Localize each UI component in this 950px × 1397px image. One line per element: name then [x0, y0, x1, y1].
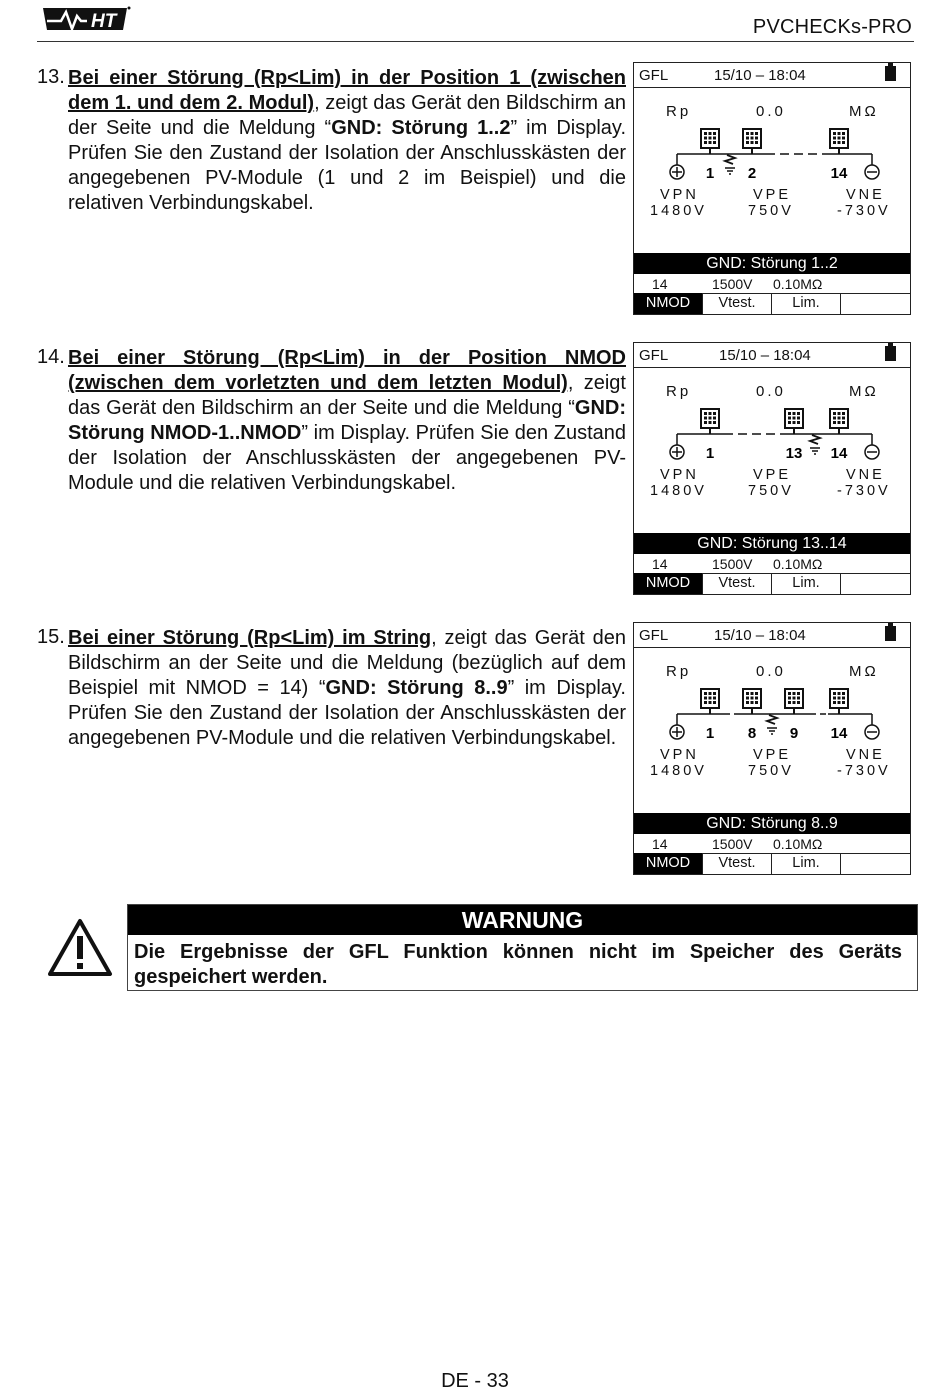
screen-datetime: 15/10 – 18:04	[714, 627, 806, 644]
pv-module-icon	[743, 129, 761, 154]
screen-mode: GFL	[639, 67, 669, 84]
softkey-lim[interactable]: Lim.	[772, 293, 841, 314]
negative-terminal-icon	[865, 725, 879, 739]
softkey-vtest[interactable]: Vtest.	[703, 853, 772, 874]
section-text: Bei einer Störung (Rp<Lim) im String, zeigt das Gerät den Bildschirm an der Seite und die Meldung (bezüglich auf dem Beispiel mit NMOD = 14) “GND: Störung 8..9” im Display. Prüfen Sie den Zustand der Isolation der Anschlusskästen der angegebenen PV-Module und die relativen Verbindungskabel.	[68, 627, 626, 749]
module-label: 1	[705, 165, 715, 181]
softkey-nmod[interactable]: NMOD	[634, 853, 703, 874]
screen-topbar	[634, 343, 910, 368]
rp-unit: MΩ	[849, 103, 879, 120]
vpe-value: 750V	[748, 763, 794, 779]
screen-mode: GFL	[639, 347, 669, 364]
vpn-label: VPN	[660, 747, 699, 763]
rp-label: Rp	[666, 383, 692, 400]
warning-text: Die Ergebnisse der GFL Funktion können nicht im Speicher des Geräts gespeichert werden.	[134, 941, 902, 988]
negative-terminal-icon	[865, 445, 879, 459]
lim-value: 0.10MΩ	[773, 276, 823, 292]
vtest-value: 1500V	[712, 836, 753, 852]
instrument-screen	[633, 622, 911, 875]
softkey-vtest[interactable]: Vtest.	[703, 573, 772, 594]
lim-value: 0.10MΩ	[773, 836, 823, 852]
vpn-value: 1480V	[650, 483, 707, 499]
rp-label: Rp	[666, 103, 692, 120]
screen-topbar	[634, 623, 910, 648]
softkey-vtest[interactable]: Vtest.	[703, 293, 772, 314]
battery-icon	[885, 66, 896, 81]
section-text: Bei einer Störung (Rp<Lim) in der Position 1 (zwischen dem 1. und dem 2. Modul), zeigt das Gerät den Bildschirm an der Seite und die Meldung “GND: Störung 1..2” im Display. Prüfen Sie den Zustand der Isolation der Anschlusskästen der angegebenen PV-Module (1 und 2 im Beispiel) und die relativen Verbindungskabel.	[68, 67, 626, 214]
pv-module-icon	[701, 129, 719, 154]
rp-value: 0.0	[756, 103, 786, 120]
pv-module-icon	[785, 409, 803, 434]
vne-value: -730V	[837, 763, 891, 779]
vpe-value: 750V	[748, 483, 794, 499]
module-label: 9	[789, 725, 799, 741]
page-header	[37, 0, 914, 42]
pv-module-icon	[701, 689, 719, 714]
fault-ground-icon	[767, 715, 777, 734]
lim-value: 0.10MΩ	[773, 556, 823, 572]
negative-terminal-icon	[865, 165, 879, 179]
screen-mode: GFL	[639, 627, 669, 644]
softkey-row	[634, 293, 910, 314]
warning-title: WARNUNG	[128, 905, 917, 935]
fault-ground-icon	[810, 435, 820, 454]
rp-label: Rp	[666, 663, 692, 680]
softkey-lim[interactable]: Lim.	[772, 573, 841, 594]
positive-terminal-icon	[670, 165, 684, 179]
screen-datetime: 15/10 – 18:04	[719, 347, 811, 364]
fault-ground-icon	[725, 155, 735, 174]
warning-triangle-icon	[47, 917, 113, 977]
rp-unit: MΩ	[849, 663, 879, 680]
softkey-row	[634, 573, 910, 594]
positive-terminal-icon	[670, 725, 684, 739]
vne-label: VNE	[846, 187, 885, 203]
pv-module-icon	[701, 409, 719, 434]
softkey-lim[interactable]: Lim.	[772, 853, 841, 874]
vpe-value: 750V	[748, 203, 794, 219]
instrument-screen	[633, 342, 911, 595]
ht-logo	[41, 4, 131, 34]
pv-module-icon	[830, 129, 848, 154]
section-number: 13.	[37, 66, 65, 88]
softkey-nmod[interactable]: NMOD	[634, 573, 703, 594]
rp-unit: MΩ	[849, 383, 879, 400]
section-number: 14.	[37, 346, 65, 368]
nmod-value: 14	[652, 276, 668, 292]
parameter-row	[634, 554, 910, 574]
nmod-value: 14	[652, 556, 668, 572]
module-label: 14	[830, 445, 848, 461]
module-label: 1	[705, 445, 715, 461]
section-text: Bei einer Störung (Rp<Lim) in der Position NMOD (zwischen dem vorletzten und dem letzten Modul), zeigt das Gerät den Bildschirm an der Seite und die Meldung “GND: Störung NMOD-1..NMOD” im Display. Prüfen Sie den Zustand der Isolation der Anschlusskästen der angegebenen PV-Module und die relativen Verbindungskabel.	[68, 347, 627, 494]
battery-icon	[885, 346, 896, 361]
page-number: DE - 33	[441, 1370, 509, 1392]
module-label: 14	[830, 165, 848, 181]
parameter-row	[634, 274, 910, 294]
string-diagram	[634, 121, 910, 181]
softkey-nmod[interactable]: NMOD	[634, 293, 703, 314]
positive-terminal-icon	[670, 445, 684, 459]
vpn-label: VPN	[660, 467, 699, 483]
string-diagram	[634, 681, 910, 741]
status-message: GND: Störung 8..9	[634, 813, 910, 834]
vpe-label: VPE	[753, 467, 792, 483]
vtest-value: 1500V	[712, 556, 753, 572]
nmod-value: 14	[652, 836, 668, 852]
status-message: GND: Störung 13..14	[634, 533, 910, 554]
softkey-row	[634, 853, 910, 874]
pv-module-icon	[830, 409, 848, 434]
module-label: 8	[747, 725, 757, 741]
vne-label: VNE	[846, 467, 885, 483]
vpn-value: 1480V	[650, 203, 707, 219]
status-message: GND: Störung 1..2	[634, 253, 910, 274]
rp-value: 0.0	[756, 383, 786, 400]
vtest-value: 1500V	[712, 276, 753, 292]
document-title: PVCHECKs-PRO	[752, 16, 912, 38]
module-label: 13	[785, 445, 803, 461]
battery-icon	[885, 626, 896, 641]
vne-value: -730V	[837, 483, 891, 499]
parameter-row	[634, 834, 910, 854]
pv-module-icon	[785, 689, 803, 714]
screen-topbar	[634, 63, 910, 88]
rp-value: 0.0	[756, 663, 786, 680]
module-label: 14	[830, 725, 848, 741]
screen-datetime: 15/10 – 18:04	[714, 67, 806, 84]
warning-box	[127, 904, 918, 991]
pv-module-icon	[830, 689, 848, 714]
svg-text:HT: HT	[91, 11, 117, 32]
section-number: 15.	[37, 626, 65, 648]
pv-module-icon	[743, 689, 761, 714]
module-label: 2	[747, 165, 757, 181]
vpe-label: VPE	[753, 747, 792, 763]
module-label: 1	[705, 725, 715, 741]
vne-value: -730V	[837, 203, 891, 219]
vpn-value: 1480V	[650, 763, 707, 779]
vpn-label: VPN	[660, 187, 699, 203]
instrument-screen	[633, 62, 911, 315]
string-diagram	[634, 401, 910, 461]
vpe-label: VPE	[753, 187, 792, 203]
vne-label: VNE	[846, 747, 885, 763]
